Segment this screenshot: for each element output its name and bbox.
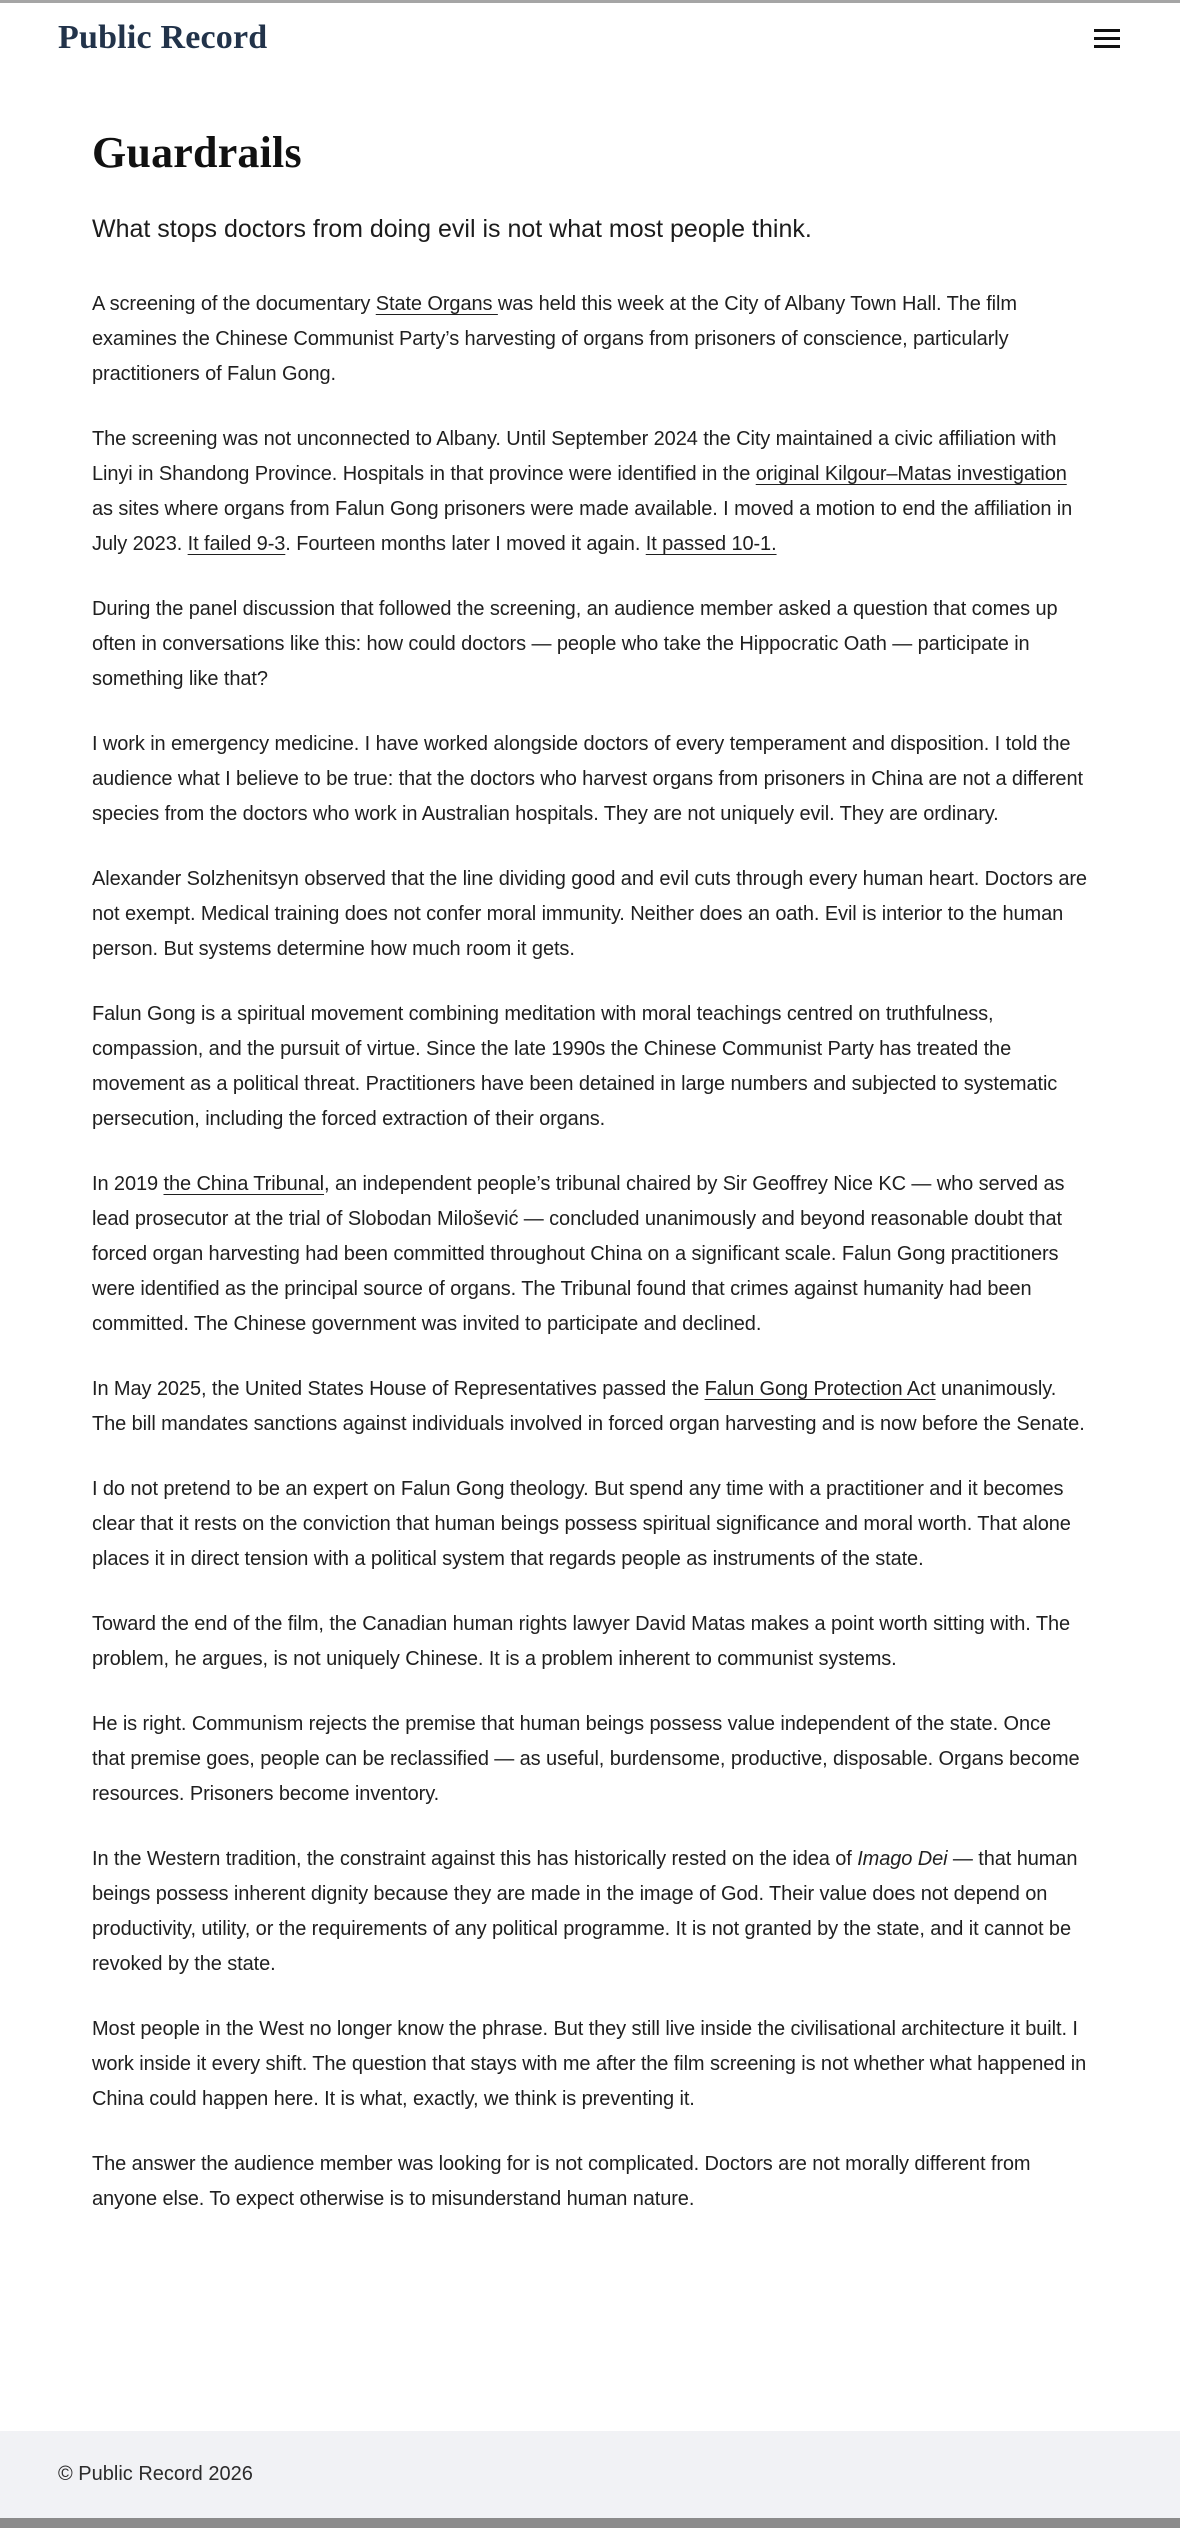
window-bottom-edge bbox=[0, 2518, 1180, 2528]
paragraph-text: Most people in the West no longer know the phrase. But they still live inside the civilisational architecture it built. I work inside it every shift. The question that stays with me after the film screening is not whether what happened in China could happen here. It is what, exactly, we think is preventing it. bbox=[92, 2018, 1087, 2111]
paragraph-text: as sites where organs from Falun Gong prisoners were made available. I moved a motion to end the affiliation in July 2023. bbox=[92, 498, 1073, 556]
article bbox=[92, 69, 1088, 2431]
article-paragraph bbox=[92, 1607, 1088, 1677]
article-paragraph bbox=[92, 1472, 1088, 1577]
article-paragraph bbox=[92, 1167, 1088, 1342]
paragraph-text: A screening of the documentary bbox=[92, 293, 376, 316]
paragraph-text: He is right. Communism rejects the premise that human beings possess value independent of the state. Once that premise goes, people can be reclassified — as useful, burdensome, productive, disposable. Organs become resources. Prisoners become inventory. bbox=[92, 1713, 1080, 1806]
inline-link[interactable]: the China Tribunal bbox=[163, 1173, 325, 1196]
site-footer bbox=[0, 2431, 1180, 2518]
paragraph-text: The screening was not unconnected to Albany. Until September 2024 the City maintained a civic affiliation with Linyi in Shandong Province. Hospitals in that province were identified in the bbox=[92, 428, 1057, 486]
paragraph-text: was held this week at the City of Albany Town Hall. The film examines the Chinese Communist Party’s harvesting of organs from prisoners of conscience, particularly practitioners of Falun Gong. bbox=[92, 293, 1017, 386]
hamburger-icon bbox=[1094, 29, 1120, 48]
paragraph-text: Falun Gong is a spiritual movement combining meditation with moral teachings centred on truthfulness, compassion, and the pursuit of virtue. Since the late 1990s the Chinese Communist Party has treated the movement as a political threat. Practitioners have been detained in large numbers and subjected to systematic persecution, including the forced extraction of their organs. bbox=[92, 1003, 1058, 1131]
article-paragraph bbox=[92, 1372, 1088, 1442]
article-paragraph bbox=[92, 422, 1088, 562]
paragraph-text: , an independent people’s tribunal chaired by Sir Geoffrey Nice KC — who served as lead prosecutor at the trial of Slobodan Milošević — concluded unanimously and beyond reasonable doubt that forced organ harvesting had been committed throughout China on a significant scale. Falun Gong practitioners were identified as the principal source of organs. The Tribunal found that crimes against humanity had been committed. The Chinese government was invited to participate and declined. bbox=[92, 1173, 1065, 1336]
inline-link[interactable]: Falun Gong Protection Act bbox=[704, 1378, 936, 1401]
page-title: Guardrails bbox=[92, 128, 302, 177]
inline-link[interactable]: original Kilgour–Matas investigation bbox=[755, 463, 1067, 486]
site-header bbox=[0, 3, 1180, 69]
paragraph-text: In 2019 bbox=[92, 1173, 164, 1196]
paragraph-text: In May 2025, the United States House of Representatives passed the bbox=[92, 1378, 705, 1401]
paragraph-text: During the panel discussion that followed the screening, an audience member asked a question that comes up often in conversations like this: how could doctors — people who take the Hippocratic Oath — participate in something like that? bbox=[92, 598, 1058, 691]
article-paragraph bbox=[92, 1842, 1088, 1982]
article-body bbox=[92, 287, 1088, 2217]
copyright-text: © Public Record 2026 bbox=[58, 2463, 253, 2485]
site-logo[interactable]: Public Record bbox=[58, 19, 268, 56]
paragraph-text: Alexander Solzhenitsyn observed that the line dividing good and evil cuts through every human heart. Doctors are not exempt. Medical training does not confer moral immunity. Neither does an oath. Evil is interior to the human person. But systems determine how much room it gets. bbox=[92, 868, 1087, 961]
article-paragraph bbox=[92, 997, 1088, 1137]
paragraph-text: — that human beings possess inherent dignity because they are made in the image of God. Their value does not depend on productivity, utility, or the requirements of any political programme. It is not granted by the state, and it cannot be revoked by the state. bbox=[92, 1848, 1078, 1976]
menu-button[interactable] bbox=[1092, 20, 1122, 57]
inline-link[interactable]: State Organs bbox=[375, 293, 498, 316]
inline-link[interactable]: It failed 9-3 bbox=[187, 533, 286, 556]
paragraph-text: Toward the end of the film, the Canadian human rights lawyer David Matas makes a point worth sitting with. The problem, he argues, is not uniquely Chinese. It is a problem inherent to communist systems. bbox=[92, 1613, 1071, 1671]
italic-text: Imago Dei bbox=[857, 1848, 948, 1871]
paragraph-text: The answer the audience member was looking for is not complicated. Doctors are not morally different from anyone else. To expect otherwise is to misunderstand human nature. bbox=[92, 2153, 1031, 2211]
inline-link[interactable]: It passed 10-1. bbox=[645, 533, 777, 556]
paragraph-text: I do not pretend to be an expert on Falun Gong theology. But spend any time with a practitioner and it becomes clear that it rests on the conviction that human beings possess spiritual significance and moral worth. That alone places it in direct tension with a political system that regards people as instruments of the state. bbox=[92, 1478, 1071, 1571]
article-paragraph bbox=[92, 592, 1088, 697]
article-subtitle: What stops doctors from doing evil is not what most people think. bbox=[92, 215, 812, 244]
paragraph-text: . Fourteen months later I moved it again. bbox=[285, 533, 646, 556]
article-paragraph bbox=[92, 2147, 1088, 2217]
article-paragraph bbox=[92, 727, 1088, 832]
article-paragraph bbox=[92, 287, 1088, 392]
paragraph-text: In the Western tradition, the constraint against this has historically rested on the idea of bbox=[92, 1848, 858, 1871]
paragraph-text: I work in emergency medicine. I have worked alongside doctors of every temperament and disposition. I told the audience what I believe to be true: that the doctors who harvest organs from prisoners in China are not a different species from the doctors who work in Australian hospitals. They are not uniquely evil. They are ordinary. bbox=[92, 733, 1083, 826]
paragraph-text: unanimously. The bill mandates sanctions against individuals involved in forced organ harvesting and is now before the Senate. bbox=[92, 1378, 1085, 1436]
article-paragraph bbox=[92, 2012, 1088, 2117]
article-paragraph bbox=[92, 862, 1088, 967]
article-paragraph bbox=[92, 1707, 1088, 1812]
